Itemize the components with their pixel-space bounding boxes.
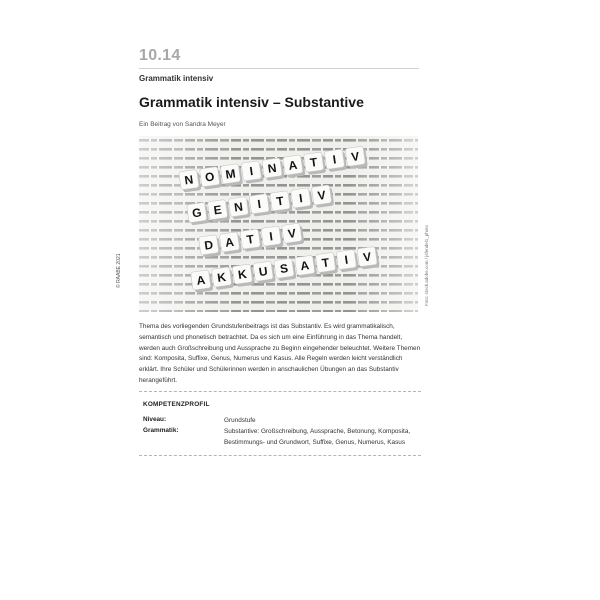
cube-letter: I [343, 252, 350, 268]
series-kicker: Grammatik intensiv [139, 74, 214, 83]
level-label: Niveau: [143, 416, 167, 423]
cube-letter: V [350, 149, 361, 165]
cube-letter: A [299, 258, 311, 274]
photo-credit: Foto: stock.adobe.com / jsfendel1_photo [424, 224, 429, 306]
cube-letter: K [216, 269, 227, 285]
intro-paragraph: Thema des vorliegenden Grundstufenbeitrags ist das Substantiv. Es wird grammatikalisch, semantisch und phonetisch betrachtet. Da es sich um eine Einführung in das Thema handelt, werden auch Großschreibung und Aussprache zu Beginn eingehender beleuchtet. Weitere Themen sind: Komposita, Suffixe, Genus, Numerus und Kasus. Alle Regeln werden leicht verständlich erklärt. Ihre Schüler und Schülerinnen werden in anschaulichen Übungen an das Substantiv herangeführt. [139, 323, 421, 384]
cube-letter: D [203, 237, 215, 253]
cube-letter: K [237, 266, 248, 283]
cube-letter: M [224, 166, 237, 182]
page-title: Grammatik intensiv – Substantive [139, 94, 364, 110]
cube-letter: I [331, 152, 338, 167]
cube-photo-illustration [139, 136, 418, 312]
header-divider [139, 68, 419, 69]
profile-heading: KOMPETENZPROFIL [143, 401, 210, 408]
cube-letter: E [212, 202, 223, 218]
cube-letter: S [279, 261, 289, 277]
cube-letter: G [191, 205, 203, 221]
cube-letter: V [286, 226, 297, 241]
cube-letter: A [287, 157, 299, 173]
section-number: 10.14 [139, 47, 181, 64]
cube-letter: T [275, 193, 285, 209]
cube-letter: N [183, 172, 195, 188]
cube-letter: V [316, 187, 327, 203]
cube-letter: T [245, 231, 255, 247]
cube-letter: N [233, 199, 244, 215]
cover-photo [139, 136, 418, 312]
cube-letter: T [309, 155, 319, 170]
profile-bottom-divider [139, 455, 421, 456]
copyright-note: © RAABE 2021 [116, 253, 122, 288]
grammar-label: Grammatik: [143, 427, 179, 434]
cube-letter: I [268, 229, 274, 244]
cube-letter: I [256, 196, 262, 212]
cube-letter: I [248, 164, 254, 179]
cube-letter: I [298, 191, 304, 206]
cube-letter: U [257, 264, 269, 280]
level-value: Grundstufe [224, 417, 256, 424]
cube-letter: T [320, 255, 331, 271]
profile-top-divider [139, 391, 421, 392]
cube-letter: V [362, 249, 373, 265]
grammar-value: Substantive: Großschreibung, Aussprache, Betonung, Komposita, Bestimmungs- und Grundwort, Suffixe, Genus, Numerus, Kasus [224, 428, 411, 446]
cube-letter: N [266, 160, 278, 176]
cube-letter: A [224, 234, 235, 250]
cube-letter: O [204, 169, 216, 185]
author-byline: Ein Beitrag von Sandra Meyer [139, 121, 226, 128]
cube-letter: A [195, 272, 207, 288]
